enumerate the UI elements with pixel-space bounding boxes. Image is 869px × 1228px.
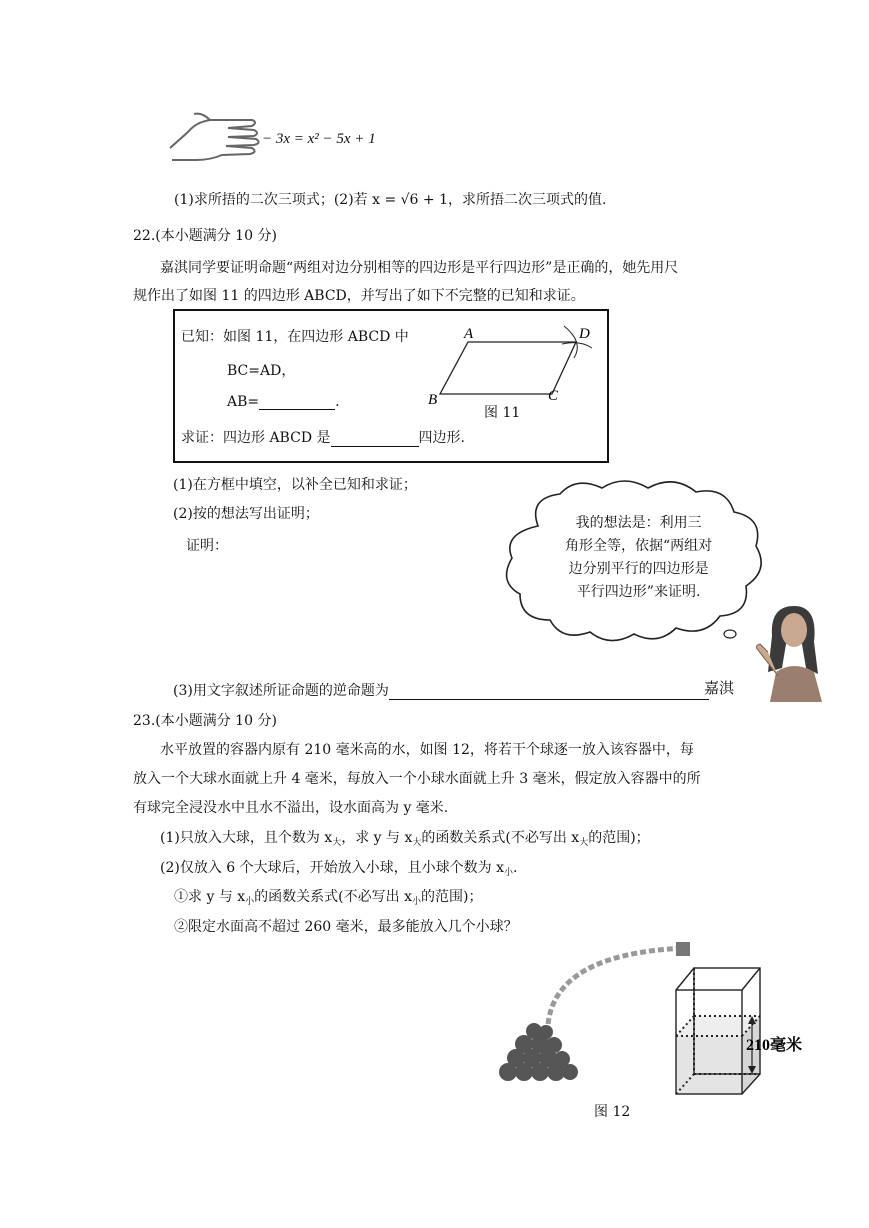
bubble-line-2: 角形全等，依据“两组对 bbox=[565, 538, 713, 554]
point-a-label: A bbox=[464, 326, 474, 342]
proof-label: 证明： bbox=[186, 538, 228, 554]
prove-label: 求证：四边形 ABCD 是 bbox=[181, 430, 331, 446]
ab-blank[interactable] bbox=[259, 395, 335, 410]
known-text: 已知：如图 11，在四边形 ABCD 中 bbox=[181, 329, 409, 345]
q22-heading: 22.(本小题满分 10 分) bbox=[133, 228, 277, 244]
p2-a: (2)仅放入 6 个大球后，开始放入小球，且小球个数为 x bbox=[160, 860, 504, 876]
q23-line-1: 水平放置的容器内原有 210 毫米高的水，如图 12，将若干个球逐一放入该容器中，每 bbox=[160, 742, 694, 758]
sub-big-3: 大 bbox=[579, 838, 589, 848]
p1-a: (1)只放入大球，且个数为 x bbox=[160, 830, 333, 846]
prove-line bbox=[181, 427, 465, 447]
converse-blank[interactable] bbox=[389, 685, 709, 700]
task-3 bbox=[173, 680, 709, 700]
q23-heading: 23.(本小题满分 10 分) bbox=[133, 713, 277, 729]
s1-a: ①求 y 与 x bbox=[174, 889, 246, 905]
q23-sub-2: ②限定水面高不超过 260 毫米，最多能放入几个小球？ bbox=[174, 919, 518, 935]
speaker-name: 嘉淇 bbox=[704, 679, 735, 697]
p2-b: . bbox=[513, 860, 518, 876]
ab-blank-line bbox=[227, 394, 340, 410]
sub-small-2: 小 bbox=[245, 897, 255, 907]
s1-c: 的范围)； bbox=[421, 889, 483, 905]
task-1: (1)在方框中填空，以补全已知和求证； bbox=[173, 477, 417, 493]
figure-12-container bbox=[490, 938, 820, 1100]
task-3-label: (3)用文字叙述所证命题的逆命题为 bbox=[173, 683, 389, 699]
sub-big-2: 大 bbox=[412, 838, 422, 848]
q21-parts: (1)求所捂的二次三项式；(2)若 x = √6 + 1，求所捂二次三项式的值. bbox=[174, 192, 607, 208]
bubble-line-4: 平行四边形”来证明. bbox=[576, 584, 701, 600]
prove-end: 四边形. bbox=[418, 430, 465, 446]
bc-ad-text: BC=AD， bbox=[227, 363, 296, 379]
bubble-text bbox=[565, 512, 712, 604]
s1-b: 的函数关系式(不必写出 x bbox=[254, 889, 412, 905]
q23-line-2: 放入一个大球水面就上升 4 毫米，每放入一个小球水面就上升 3 毫米，假定放入容器中的所 bbox=[133, 771, 701, 787]
bubble-line-1: 我的想法是：利用三 bbox=[575, 515, 702, 531]
sub-small-3: 小 bbox=[411, 897, 421, 907]
hand-icon bbox=[166, 108, 262, 166]
ab-label: AB= bbox=[227, 394, 260, 410]
figure-11-caption: 图 11 bbox=[484, 405, 521, 421]
sub-big-1: 大 bbox=[332, 838, 342, 848]
q23-line-3: 有球完全浸没水中且水不溢出，设水面高为 y 毫米. bbox=[133, 800, 449, 816]
p1-c: 的函数关系式(不必写出 x bbox=[421, 830, 580, 846]
bubble-line-3: 边分别平行的四边形是 bbox=[568, 561, 709, 577]
point-c-label: C bbox=[548, 388, 559, 404]
p1-d: 的范围)； bbox=[588, 830, 650, 846]
girl-illustration bbox=[752, 602, 832, 702]
prove-blank[interactable] bbox=[331, 432, 419, 447]
sub-small-1: 小 bbox=[503, 868, 513, 878]
water-height-label: 210毫米 bbox=[746, 1037, 803, 1054]
task-2: (2)按的想法写出证明； bbox=[173, 506, 319, 522]
ab-end: . bbox=[335, 394, 340, 410]
q23-part-1 bbox=[160, 827, 650, 848]
q23-sub-1 bbox=[174, 886, 482, 907]
point-d-label: D bbox=[579, 326, 590, 342]
equation: − 3x = x² − 5x + 1 bbox=[262, 131, 376, 147]
q23-part-2 bbox=[160, 857, 517, 878]
q22-intro-1: 嘉淇同学要证明命题“两组对边分别相等的四边形是平行四边形”是正确的，她先用尺 bbox=[160, 260, 679, 276]
figure-12-caption: 图 12 bbox=[594, 1104, 631, 1120]
point-b-label: B bbox=[428, 392, 438, 408]
p1-b: ，求 y 与 x bbox=[341, 830, 413, 846]
q22-intro-2: 规作出了如图 11 的四边形 ABCD，并写出了如下不完整的已知和求证。 bbox=[133, 288, 585, 304]
